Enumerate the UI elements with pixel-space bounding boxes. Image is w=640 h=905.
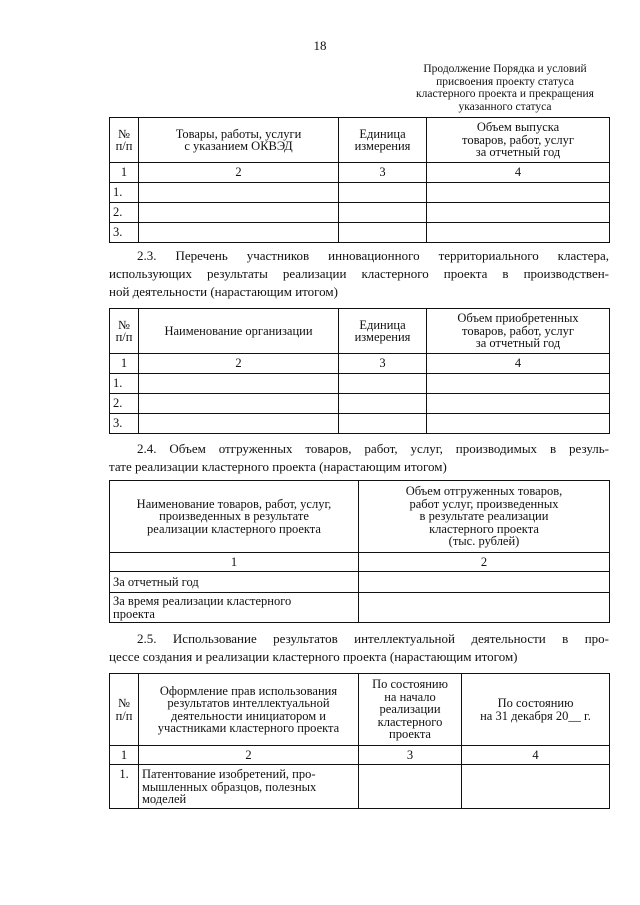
paragraph-line: 2.3. Перечень участников инновационного территориального кластера, [137, 248, 609, 263]
continuation-line: кластерного проекта и прекращения [416, 88, 594, 100]
page-number: 18 [313, 38, 327, 53]
row-num: 1. [110, 765, 139, 809]
table-row [110, 183, 610, 203]
continuation-header [390, 63, 620, 113]
table-row [110, 394, 610, 414]
col-number: 1 [110, 746, 139, 765]
paragraph-line: 2.4. Объем отгруженных товаров, работ, услуг, производимых в резуль- [137, 441, 609, 456]
paragraph-line: ной деятельности (нарастающим итогом) [109, 284, 338, 299]
row-num: 2. [110, 394, 139, 414]
col-number: 4 [427, 163, 610, 183]
row-num: 2. [110, 203, 139, 223]
table-row [110, 593, 610, 623]
section-2-3 [109, 247, 609, 301]
header-num: № п/п [110, 309, 139, 354]
col-number: 3 [339, 163, 427, 183]
col-number: 2 [139, 163, 339, 183]
header-num: № п/п [110, 674, 139, 746]
header-org: Наименование организации [139, 309, 339, 354]
paragraph-line: использующих результаты реализации кластерного проекта в производствен- [109, 266, 609, 281]
col-number: 4 [462, 746, 610, 765]
header-goods: Товары, работы, услуги с указанием ОКВЭД [139, 118, 339, 163]
row-label: Патентование изобретений, про- мышленных образцов, полезных моделей [139, 765, 359, 809]
col-number: 1 [110, 354, 139, 374]
row-label: За отчетный год [110, 572, 359, 593]
col-number: 2 [359, 553, 610, 572]
paragraph-line: цессе создания и реализации кластерного проекта (нарастающим итогом) [109, 649, 518, 664]
table-goods-output [109, 117, 610, 243]
paragraph-line: тате реализации кластерного проекта (нарастающим итогом) [109, 459, 447, 474]
table-row [110, 765, 610, 809]
table-row [110, 572, 610, 593]
table-row [110, 414, 610, 434]
col-number: 3 [359, 746, 462, 765]
table-shipped-goods [109, 480, 610, 623]
col-number: 3 [339, 354, 427, 374]
table-ip-usage [109, 673, 610, 809]
col-number: 1 [110, 553, 359, 572]
section-2-5 [109, 630, 609, 666]
header-rights: Оформление прав использования результатов интеллектуальной деятельности инициатором и участниками кластерного проекта [139, 674, 359, 746]
continuation-line: присвоения проекту статуса [436, 75, 574, 88]
paragraph-line: 2.5. Использование результатов интеллектуальной деятельности в про- [137, 631, 609, 646]
table-row [110, 223, 610, 243]
table-cluster-participants [109, 308, 610, 434]
row-num: 3. [110, 414, 139, 434]
row-num: 1. [110, 374, 139, 394]
col-number: 4 [427, 354, 610, 374]
table-row [110, 203, 610, 223]
row-label: За время реализации кластерного проекта [110, 593, 359, 623]
row-num: 3. [110, 223, 139, 243]
header-unit: Единица измерения [339, 118, 427, 163]
continuation-line: Продолжение Порядка и условий [423, 63, 587, 75]
header-end: По состоянию на 31 декабря 20__ г. [462, 674, 610, 746]
col-number: 1 [110, 163, 139, 183]
header-num: № п/п [110, 118, 139, 163]
header-name: Наименование товаров, работ, услуг, произведенных в результате реализации кластерного проекта [110, 481, 359, 553]
section-2-4 [109, 440, 609, 476]
row-num: 1. [110, 183, 139, 203]
col-number: 2 [139, 746, 359, 765]
header-volume: Объем приобретенных товаров, работ, услуг за отчетный год [427, 309, 610, 354]
header-unit: Единица измерения [339, 309, 427, 354]
header-volume: Объем отгруженных товаров, работ услуг, произведенных в результате реализации кластерного проекта (тыс. рублей) [359, 481, 610, 553]
continuation-line: указанного статуса [458, 100, 552, 113]
table-row [110, 374, 610, 394]
header-start: По состоянию на начало реализации кластерного проекта [359, 674, 462, 746]
header-volume: Объем выпуска товаров, работ, услуг за отчетный год [427, 118, 610, 163]
col-number: 2 [139, 354, 339, 374]
